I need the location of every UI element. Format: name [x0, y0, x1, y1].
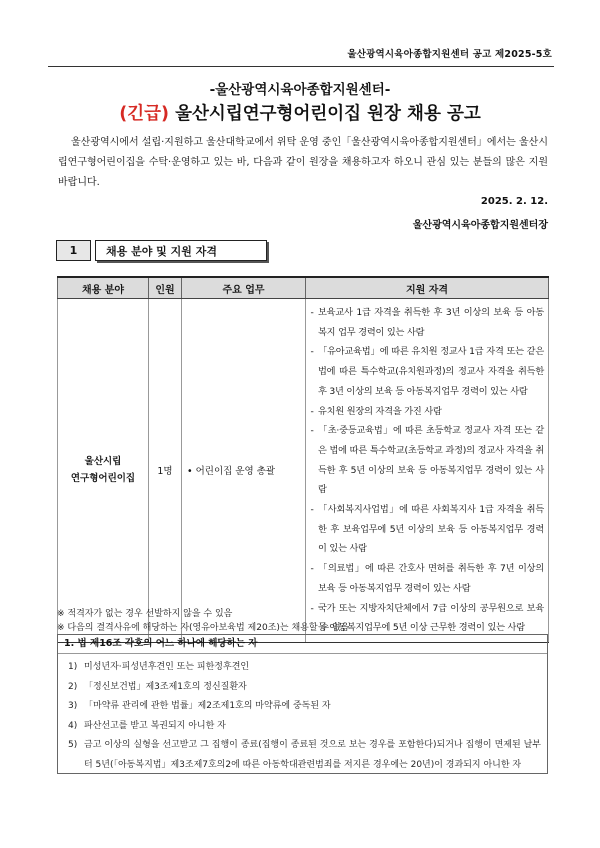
urgent-label: (긴급): [119, 104, 170, 124]
list-item: [68, 658, 541, 678]
field-line: 연구형어린이집: [70, 473, 136, 485]
item-number: 4): [68, 720, 78, 731]
note-no-candidate: ※ 적격자가 없는 경우 선발하지 않을 수 있음: [57, 609, 233, 619]
qualification-item: - 「유아교육법」에 따른 유치원 정교사 1급 자격 또는 같은 법에 따른 특수학교(유치원과정)의 정교사 자격을 취득한 후 3년 이상의 보육 등 아동복지업무 경력이 있는 사람: [306, 342, 544, 401]
item-number: 3): [68, 701, 78, 712]
item-text: 「정신보건법」제3조제1호의 정신질환자: [84, 681, 247, 692]
title-text: 울산시립연구형어린이집 원장 채용 공고: [175, 104, 481, 124]
list-item: [68, 736, 541, 775]
item-number: 2): [68, 681, 78, 692]
duty-cell: • 어린이집 운영 총괄: [182, 299, 306, 643]
header-field: 채용 분야: [58, 277, 149, 299]
qualification-item: - 「초·중등교육법」에 따른 초등학교 정교사 자격 또는 같은 법에 따른 특수학교(초등학교 과정)의 정교사 자격을 취득한 후 5년 이상의 보육 등 아동복지업무 경력이 있는 사람: [306, 421, 544, 500]
issuer-name: 울산광역시육아종합지원센터장: [412, 220, 548, 231]
disqualification-list: [58, 654, 547, 776]
qualification-item: - 국가 또는 지방자치단체에서 7급 이상의 공무원으로 보육 등 아동복지업무에 5년 이상 근무한 경력이 있는 사람: [306, 599, 544, 638]
header-count: 인원: [149, 277, 182, 299]
qualification-item: - 보육교사 1급 자격을 취득한 후 3년 이상의 보육 등 아동복지 업무 경력이 있는 사람: [306, 303, 544, 342]
qualification-item: - 「사회복지사업법」에 따른 사회복지사 1급 자격을 취득한 후 보육업무에 5년 이상의 보육 등 아동복지업무 경력이 있는 사람: [306, 500, 544, 559]
qualification-text: 「사회복지사업법」에 따른 사회복지사 1급 자격을 취득한 후 보육업무에 5년 이상의 보육 등 아동복지업무 경력이 있는 사람: [318, 504, 544, 555]
disqualification-box: [57, 634, 548, 774]
list-item: [68, 697, 541, 717]
count-cell: 1명: [149, 299, 182, 643]
qualification-item: - 「의료법」에 따른 간호사 면허를 취득한 후 7년 이상의 보육 등 아동복지업무 경력이 있는 사람: [306, 559, 544, 598]
list-item: [68, 717, 541, 737]
qualification-text: 국가 또는 지방자치단체에서 7급 이상의 공무원으로 보육 등 아동복지업무에 5년 이상 근무한 경력이 있는 사람: [318, 602, 544, 634]
qualification-text: 「의료법」에 따른 간호사 면허를 취득한 후 7년 이상의 보육 등 아동복지업무 경력이 있는 사람: [318, 563, 544, 594]
title-divider: [48, 66, 554, 67]
intro-paragraph: 울산광역시에서 설립·지원하고 울산대학교에서 위탁 운영 중인「울산광역시육아종합지원센터」에서는 울산시립연구형어린이집을 수탁·운영하고 있는 바, 다음과 같이 원장을 채용하고자 하오니 관심 있는 분들의 많은 지원 바랍니다.: [58, 137, 548, 188]
qualification-text: 유치원 원장의 자격을 가진 사람: [318, 405, 442, 417]
qualification-text: 「초·중등교육법」에 따른 초등학교 정교사 자격 또는 같은 법에 따른 특수학교(초등학교 과정)의 정교사 자격을 취득한 후 5년 이상의 보육 등 아동복지업무 경력이 있는 사람: [318, 425, 544, 496]
field-line: 울산시립: [84, 456, 122, 468]
header-qualification: 지원 자격: [306, 277, 549, 299]
disqualification-heading: 1. 법 제16조 각호의 어느 하나에 해당하는 자: [58, 635, 547, 654]
item-number: 1): [68, 662, 78, 672]
header-duty: 주요 업무: [182, 277, 306, 299]
page-subtitle: -울산광역시육아종합지원센터-: [209, 82, 391, 98]
table-header-row: [58, 277, 549, 299]
qualification-item: - 유치원 원장의 자격을 가진 사람: [306, 402, 544, 422]
announcement-date: 2025. 2. 12.: [480, 196, 548, 207]
page-title: [0, 100, 600, 125]
list-item: [68, 678, 541, 698]
field-cell: [58, 299, 149, 643]
note-disqualification: ※ 다음의 결격사유에 해당하는 자(영유아보육법 제20조)는 채용할 수 없음: [57, 623, 350, 633]
item-number: 5): [68, 740, 78, 751]
qualification-cell: [306, 299, 549, 643]
recruitment-table: [57, 276, 549, 643]
qualification-text: 보육교사 1급 자격을 취득한 후 3년 이상의 보육 등 아동복지 업무 경력이 있는 사람: [318, 307, 544, 338]
item-text: 미성년자·피성년후견인 또는 피한정후견인: [84, 662, 250, 672]
item-text: 파산선고를 받고 복권되지 아니한 자: [84, 720, 226, 731]
section-number: 1: [56, 240, 91, 261]
notice-number: 울산광역시육아종합지원센터 공고 제2025-5호: [347, 49, 552, 60]
qualification-text: 「유아교육법」에 따른 유치원 정교사 1급 자격 또는 같은 법에 따른 특수학교(유치원과정)의 정교사 자격을 취득한 후 3년 이상의 보육 등 아동복지업무 경력이 있는 사람: [318, 346, 544, 397]
section-title: 채용 분야 및 지원 자격: [95, 240, 267, 261]
item-text: 금고 이상의 실형을 선고받고 그 집행이 종료(집행이 종료된 것으로 보는 경우를 포함한다)되거나 집행이 면제된 날부터 5년(「아동복지법」제3조제7호의2에 따른 아동학대관련범죄를 저지른 경우에는 20년)이 경과되지 아니한 자: [84, 740, 541, 770]
item-text: 「마약류 관리에 관한 법률」제2조제1호의 마약류에 중독된 자: [84, 701, 331, 712]
table-row: [58, 299, 549, 643]
